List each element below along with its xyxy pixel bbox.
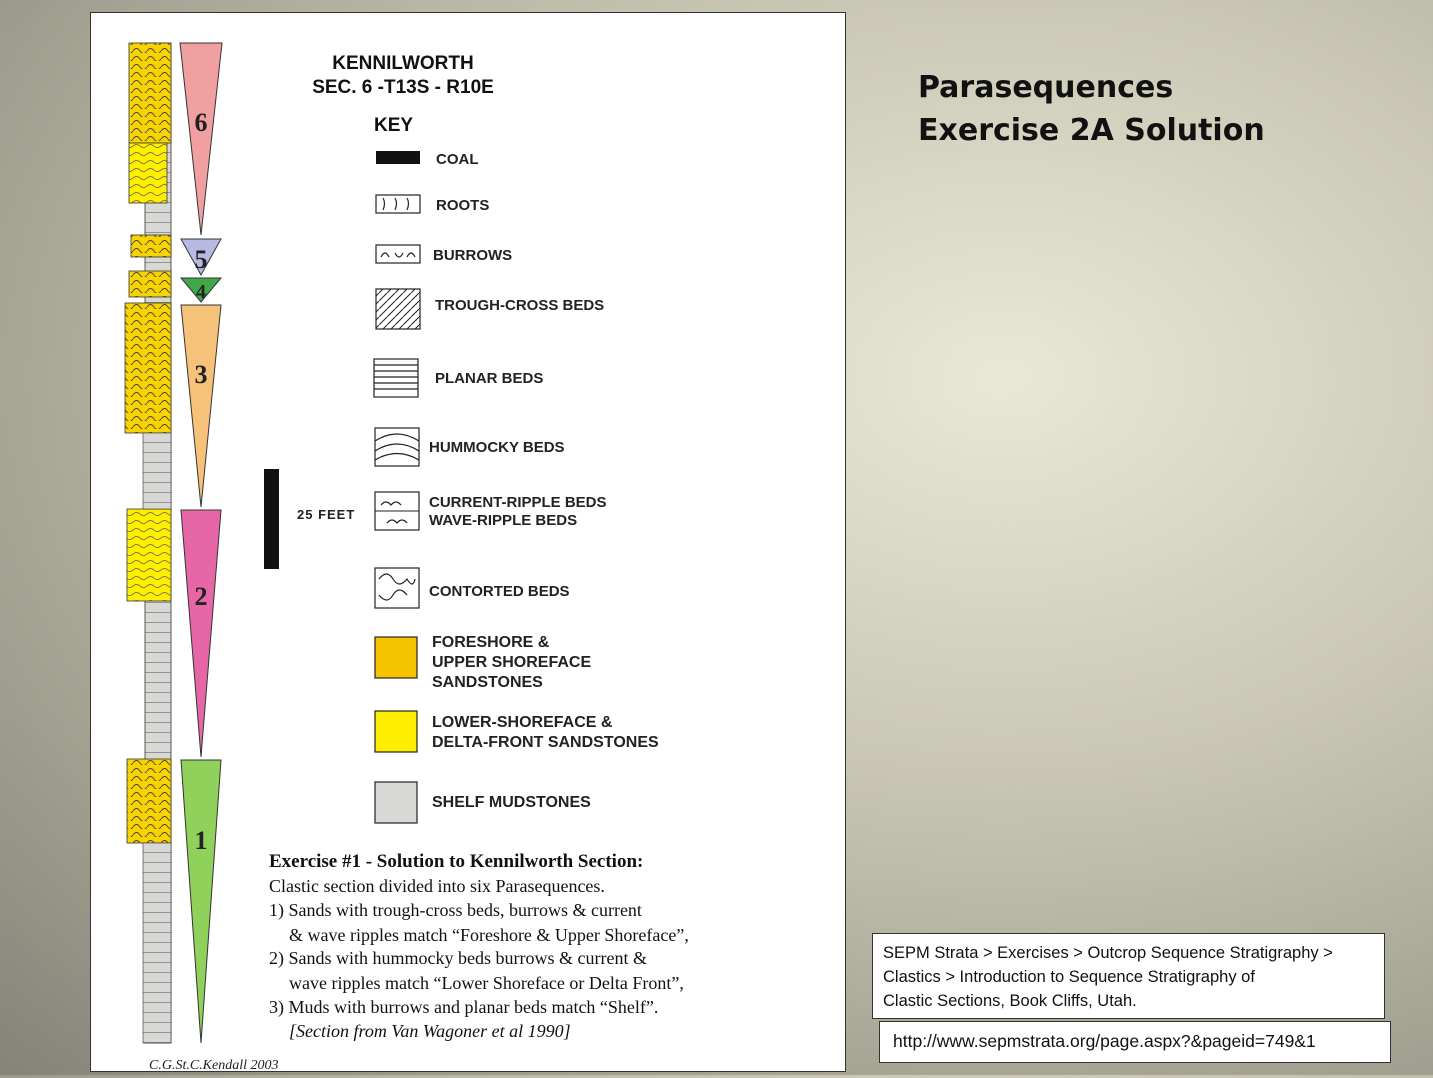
key-label-roots: ROOTS (436, 197, 490, 214)
slide-title-line2: Exercise 2A Solution (918, 113, 1265, 148)
key-label-foreshore-2: UPPER SHOREFACE (432, 654, 592, 671)
breadcrumb-line3: Clastic Sections, Book Cliffs, Utah. (883, 992, 1137, 1010)
contorted-swatch (375, 568, 419, 608)
column-mud-3 (143, 433, 171, 509)
key-label-lower-shoreface-2: DELTA-FRONT SANDSTONES (432, 734, 659, 751)
ps2-number: 2 (194, 582, 208, 611)
ps1-number: 1 (194, 826, 208, 855)
column-bed-4 (129, 271, 171, 297)
column-bed-3 (125, 303, 171, 433)
exercise-line-6: 3) Muds with burrows and planar beds match “Shelf”. (269, 997, 659, 1017)
scale-label: 25 FEET (297, 507, 356, 522)
key-legend (374, 151, 659, 823)
key-label-contorted: CONTORTED BEDS (429, 583, 570, 600)
location-line1: KENNILWORTH (332, 53, 474, 74)
column-bed-6 (129, 43, 171, 143)
column-bed-5 (131, 235, 171, 257)
slide-title-line1: Parasequences (918, 70, 1174, 105)
slide-title (918, 66, 1265, 152)
ps2-triangle (181, 510, 221, 757)
ps4-number: 4 (196, 281, 206, 303)
figure-credit: C.G.St.C.Kendall 2003 (149, 1058, 279, 1073)
source-url-box (879, 1021, 1391, 1063)
breadcrumb (872, 933, 1385, 1019)
key-label-coal: COAL (436, 151, 479, 168)
column-bed-1 (127, 759, 171, 843)
key-label-foreshore-3: SANDSTONES (432, 674, 543, 691)
roots-swatch (376, 195, 420, 213)
key-label-wave-ripple: WAVE-RIPPLE BEDS (429, 512, 578, 529)
exercise-line-2: 1) Sands with trough-cross beds, burrows & current (269, 900, 642, 920)
location-line2: SEC. 6 -T13S - R10E (312, 77, 494, 98)
key-heading: KEY (374, 115, 414, 136)
key-label-trough: TROUGH-CROSS BEDS (435, 297, 605, 314)
key-label-planar: PLANAR BEDS (435, 370, 544, 387)
coal-swatch (376, 151, 420, 164)
strat-column (125, 43, 171, 1043)
foreshore-swatch (375, 637, 417, 678)
exercise-line-5: wave ripples match “Lower Shoreface or Delta Front”, (289, 973, 684, 993)
key-label-current-ripple: CURRENT-RIPPLE BEDS (429, 494, 607, 511)
exercise-heading: Exercise #1 - Solution to Kennilworth Section: (269, 851, 644, 872)
stratigraphic-figure (91, 13, 847, 1073)
ps3-number: 3 (194, 360, 208, 389)
figure-panel (90, 12, 846, 1072)
key-label-hummocky: HUMMOCKY BEDS (429, 439, 565, 456)
key-label-shelf: SHELF MUDSTONES (432, 794, 591, 811)
scale-bar (264, 469, 279, 569)
ps1-triangle (181, 760, 221, 1043)
breadcrumb-line1: SEPM Strata > Exercises > Outcrop Sequence Stratigraphy > (883, 944, 1333, 962)
key-label-foreshore-1: FORESHORE & (432, 634, 550, 651)
parasequence-triangles (180, 43, 222, 1043)
exercise-line-4: 2) Sands with hummocky beds burrows & current & (269, 948, 647, 968)
key-label-burrows: BURROWS (433, 247, 513, 264)
exercise-line-1: Clastic section divided into six Parasequences. (269, 876, 605, 896)
exercise-text (269, 851, 689, 1041)
column-mud-1 (143, 843, 171, 1043)
breadcrumb-line2: Clastics > Introduction to Sequence Stratigraphy of (883, 968, 1255, 986)
ps6-number: 6 (194, 108, 208, 137)
ps5-number: 5 (194, 245, 208, 274)
ps6-triangle (180, 43, 222, 235)
shelf-swatch (375, 782, 417, 823)
key-label-lower-shoreface-1: LOWER-SHOREFACE & (432, 714, 613, 731)
trough-cross-swatch (376, 289, 420, 329)
exercise-source: [Section from Van Wagoner et al 1990] (289, 1021, 571, 1041)
column-bed-6b (129, 143, 167, 203)
column-bed-2 (127, 509, 171, 601)
ps3-triangle (181, 305, 221, 507)
source-url-link[interactable]: http://www.sepmstrata.org/page.aspx?&pageid=749&1 (893, 1031, 1316, 1051)
lower-shoreface-swatch (375, 711, 417, 752)
exercise-line-3: & wave ripples match “Foreshore & Upper Shoreface”, (289, 925, 689, 945)
